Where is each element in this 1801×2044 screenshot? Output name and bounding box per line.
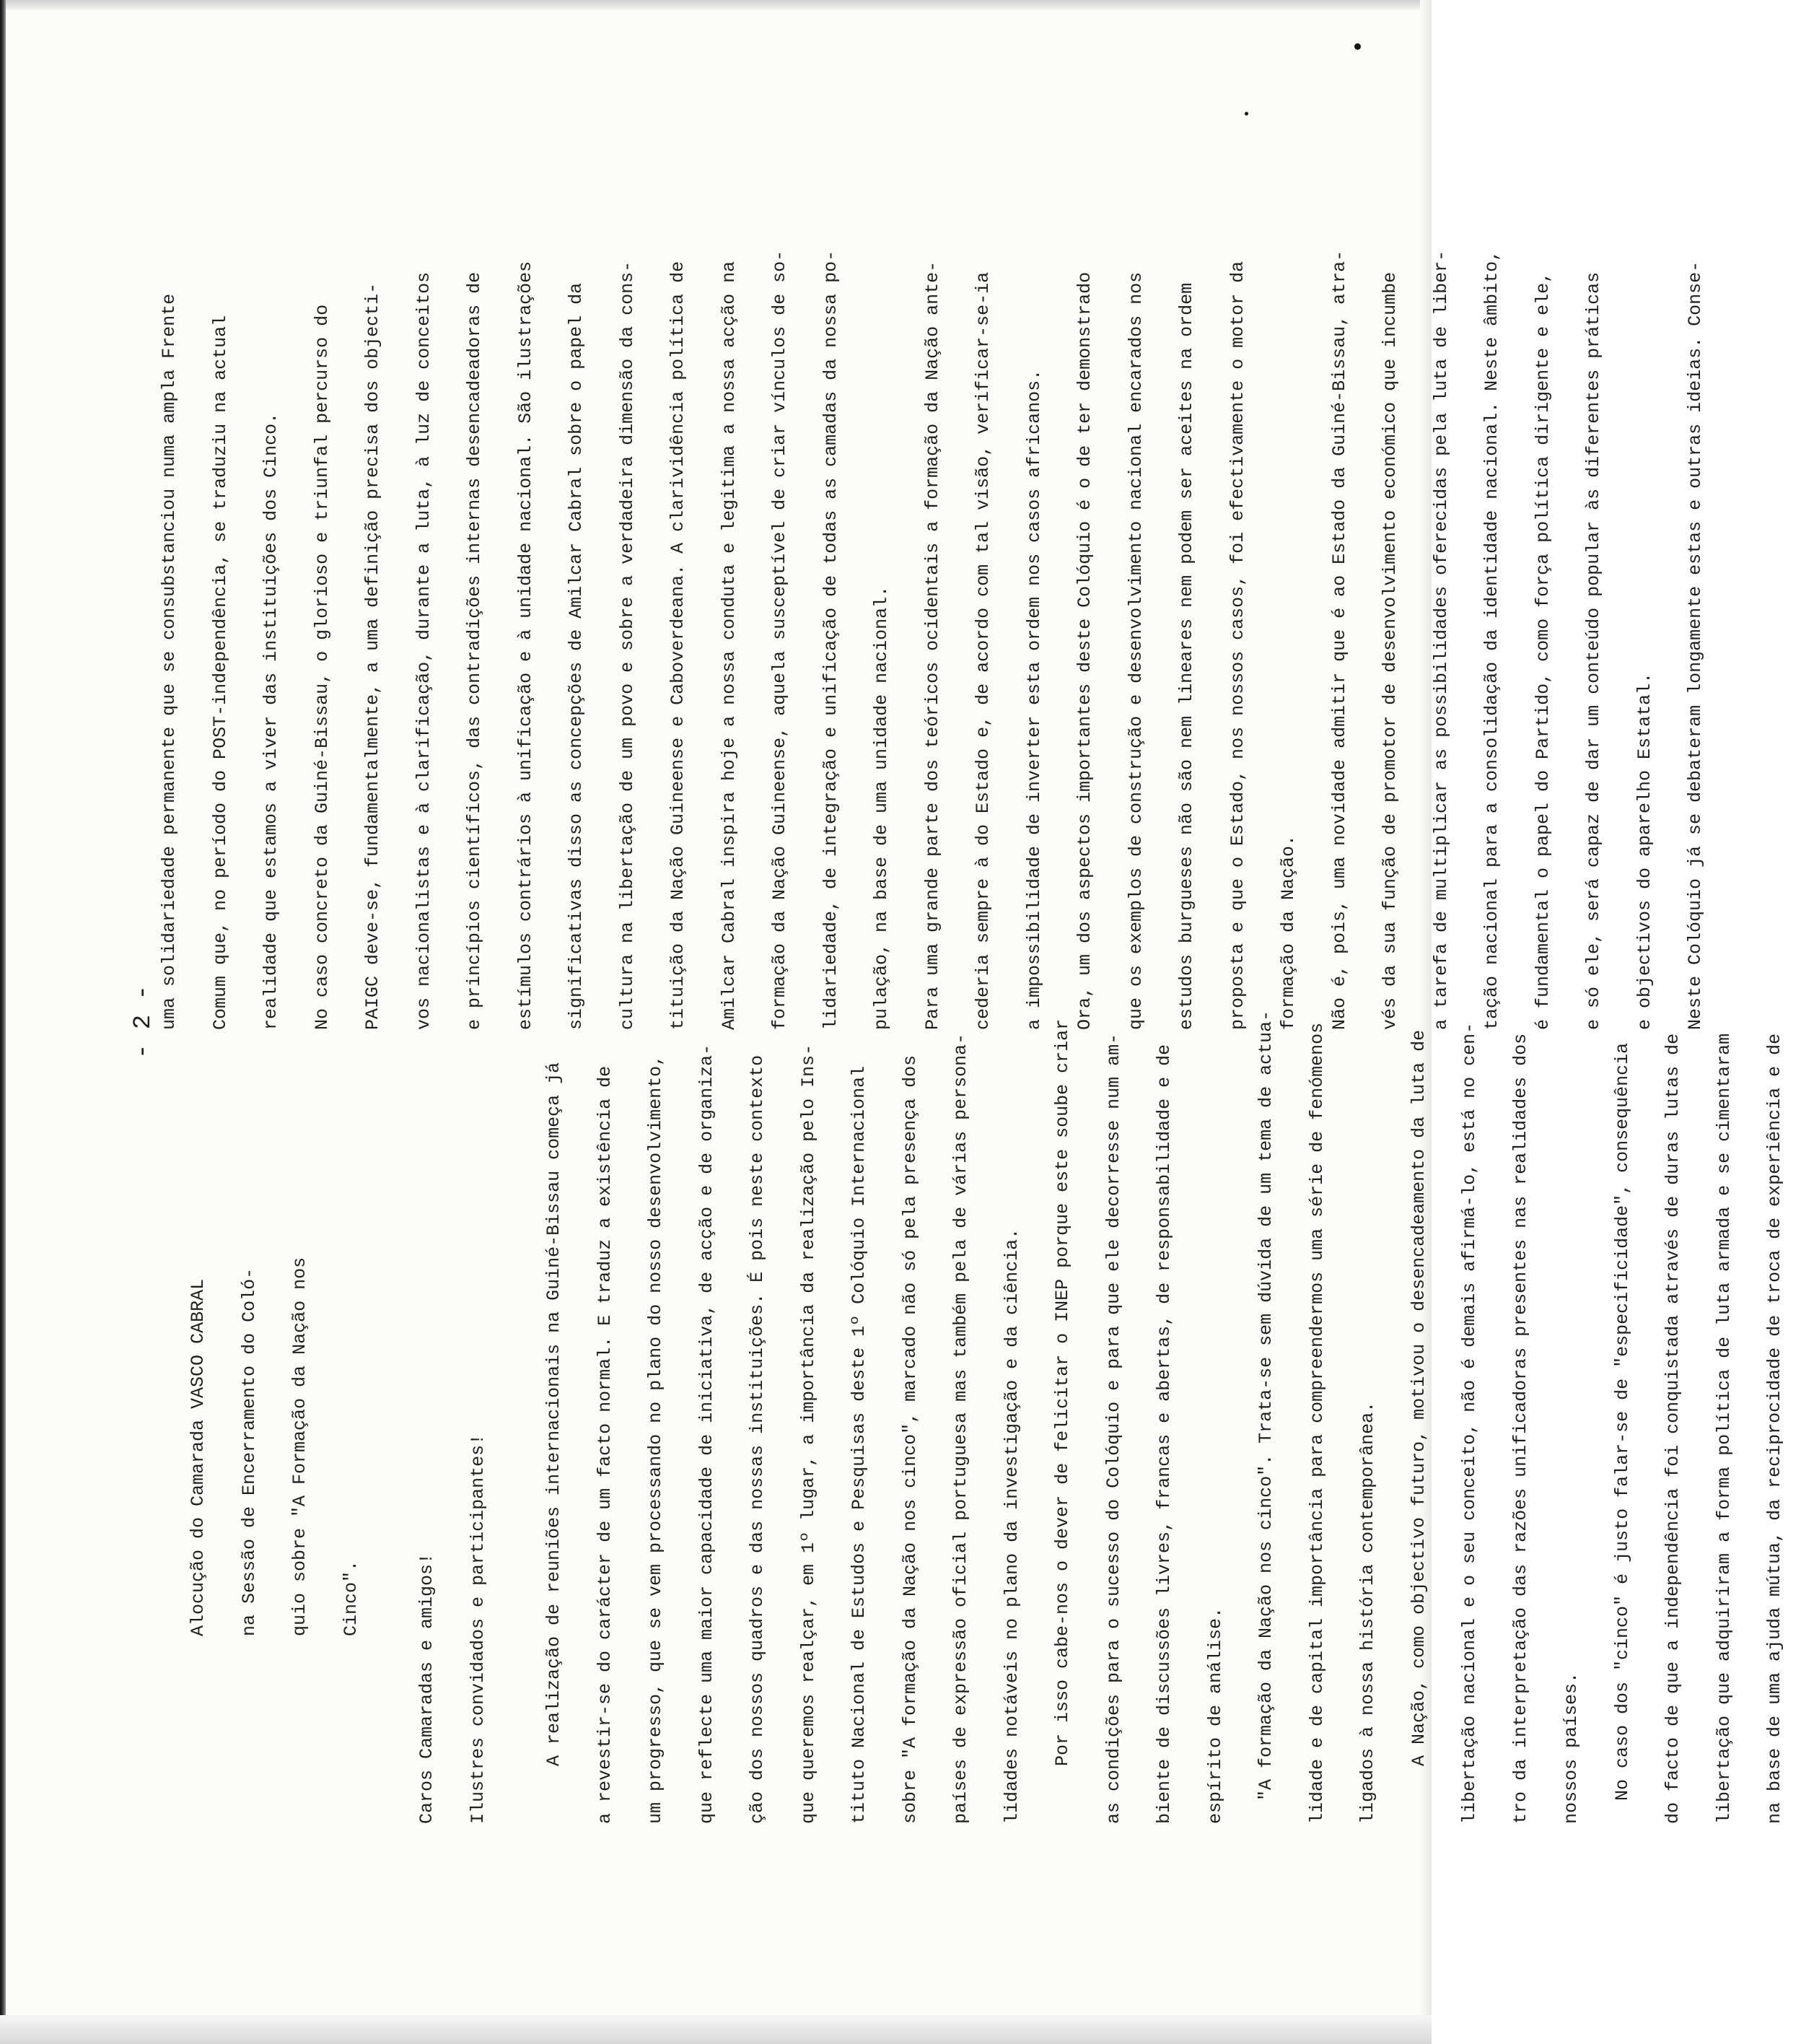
text-line: Caros Camaradas e amigos! [416,1552,437,1824]
text-line: estímulos contrários à unificação e à unidade nacional. São ilustrações [514,261,536,1030]
text-line: tro da interpretação das razões unificadoras presentes nas realidades dos [1509,1033,1531,1824]
paragraph-gap [377,1010,402,1824]
text-line: Comum que, no período do POST-independência, se traduziu na actual [209,315,231,1030]
text-line: cultura na libertação de um povo e sobre a verdadeira dimensão da cons- [616,261,638,1030]
text-line: estudos burgueses não são nem lineares nem podem ser aceites na ordem [1176,282,1197,1030]
text-line: Cinco". [340,1560,361,1636]
text-line: Ilustres convidados e participantes! [467,1433,488,1824]
text-line: tituição da Nação Guineense e Caboverdeana. A clarividência política de [667,261,688,1030]
text-line: formação da Nação Guineense, aquela susceptível de criar vínculos de so- [769,250,790,1030]
text-line: lidades notáveis no plano da investigação e da ciência. [1001,1228,1022,1824]
text-line: e princípios científicos, das contradições internas desencadeadoras de [464,271,485,1030]
text-line: No caso concreto da Guiné-Bissau, o glorioso e triunfal percurso do [311,304,333,1030]
text-line: realidade que estamos a viver das instituições dos Cinco. [260,412,281,1030]
text-line: países de expressão oficial portuguesa mas também pela de várias persona- [950,1033,971,1824]
text-line: ção dos nossos quadros e das nossas instituições. É pois neste contexto [747,1054,768,1824]
text-line: vos nacionalistas e à clarificação, durante a luta, à luz de conceitos [413,271,434,1030]
text-line: Para uma grande parte dos teóricos ocidentais a formação da Nação ante- [921,261,943,1030]
text-line: Alocução do Camarada VASCO CABRAL [188,1278,209,1636]
text-line: pulação, na base de uma unidade nacional. [871,585,892,1030]
text-line: e só ele, será capaz de dar um conteúdo popular às diferentes práticas [1583,271,1604,1030]
text-line: espírito de análise. [1204,1607,1226,1824]
text-line: tituto Nacional de Estudos e Pesquisas deste 1º Colóquio Internacional [849,1065,869,1824]
text-line: proposta e que o Estado, nos nossos casos, foi efectivamente o motor da [1227,261,1248,1030]
text-line: A Nação, como objectivo futuro, motivou o desencadeamento da luta de [1408,1029,1429,1766]
text-line: ligados à nossa história contemporânea. [1357,1401,1378,1824]
left-column [173,1010,1801,1824]
text-line: libertação que adquiriram a forma política de luta armada e se cimentaram [1713,1033,1735,1824]
text-line: lidariedade, de integração e unificação de todas as camadas da nossa po- [820,250,841,1030]
text-line: nossos países. [1561,1672,1582,1824]
text-line: as condições para o sucesso do Colóquio e para que ele decorresse num am- [1103,1033,1124,1824]
text-line: a tarefa de multiplicar as possibilidades oferecidas pela luta de liber- [1430,250,1452,1030]
text-line: sobre "A formação da Nação nos cinco", marcado não só pela presença dos [899,1054,921,1824]
text-line: Neste Colóquio já se debateram longamente estas e outras ideias. Conse- [1685,261,1706,1030]
text-line: PAIGC deve-se, fundamentalmente, a uma definição precisa dos objecti- [362,282,383,1030]
text-line: cederia sempre à do Estado e, de acordo com tal visão, verificar-se-ia [973,271,994,1030]
text-line: significativas disso as concepções de Amilcar Cabral sobre o papel da [566,282,587,1030]
text-line: um progresso, que se vem processando no plano do nosso desenvolvimento, [645,1054,666,1824]
text-line: No caso dos "cinco" é justo falar-se de "especificidade", consequência [1611,1042,1633,1801]
right-column [144,250,1722,1030]
text-line: uma solidariedade permanente que se consubstanciou numa ampla Frente [159,293,180,1030]
text-line: na base de uma ajuda mútua, da reciprocidade de troca de experiência e de [1764,1033,1785,1824]
text-line: é fundamental o papel do Partido, como força política dirigente e ele, [1532,271,1554,1030]
text-line: vés da sua função de promotor de desenvolvimento económico que incumbe [1380,271,1401,1030]
text-line: lidade e de capital importância para compreendermos uma série de fenómenos [1306,1022,1328,1824]
text-line: a revestir-se do carácter de um facto normal. E traduz a existência de [594,1065,615,1824]
text-line: e objectivos do aparelho Estatal. [1634,672,1655,1030]
text-line: Amilcar Cabral inspira hoje a nossa conduta e legitima a nossa acção na [718,261,740,1030]
text-line: tação nacional para a consolidação da identidade nacional. Neste âmbito, [1481,250,1502,1030]
text-line: a impossibilidade de inverter esta ordem nos casos africanos. [1023,369,1045,1030]
text-line: Não é, pois, uma novidade admitir que é ao Estado da Guiné-Bissau, atra- [1328,250,1350,1030]
text-line: Por isso cabe-nos o dever de felicitar o INEP porque este soube criar [1052,1018,1073,1766]
text-line: formação da Nação. [1278,834,1299,1030]
text-line: quio sobre "A Formação da Nação nos [289,1257,310,1636]
text-line: do facto de que a independência foi conquistada através de duras lutas de [1662,1033,1683,1824]
text-line: Ora, um dos aspectos importantes deste Colóquio é o de ter demonstrado [1074,271,1095,1030]
text-line: que reflecte uma maior capacidade de iniciativa, de acção e de organiza- [696,1044,717,1824]
text-line: na Sessão de Encerramento do Coló- [238,1267,260,1636]
text-line: que os exemplos de construção e desenvolvimento nacional encarados nos [1125,271,1147,1030]
text-line: biente de discussões livres, francas e abertas, de responsabilidade e de [1154,1044,1175,1824]
paragraph-gap [504,1010,529,1824]
page-number: - 2 - [130,984,157,1060]
text-line: A realização de reuniões internacionais na Guiné-Bissau começa já [543,1062,564,1766]
text-line: "A formação da Nação nos cinco". Trata-se sem dúvida de um tema de actua- [1256,1010,1276,1801]
text-line: libertação nacional e o seu conceito, não é demais afirmá-lo, está no cen- [1459,1022,1480,1824]
text-line: que queremos realçar, em 1º lugar, a importância da realização pelo Ins- [797,1044,819,1824]
